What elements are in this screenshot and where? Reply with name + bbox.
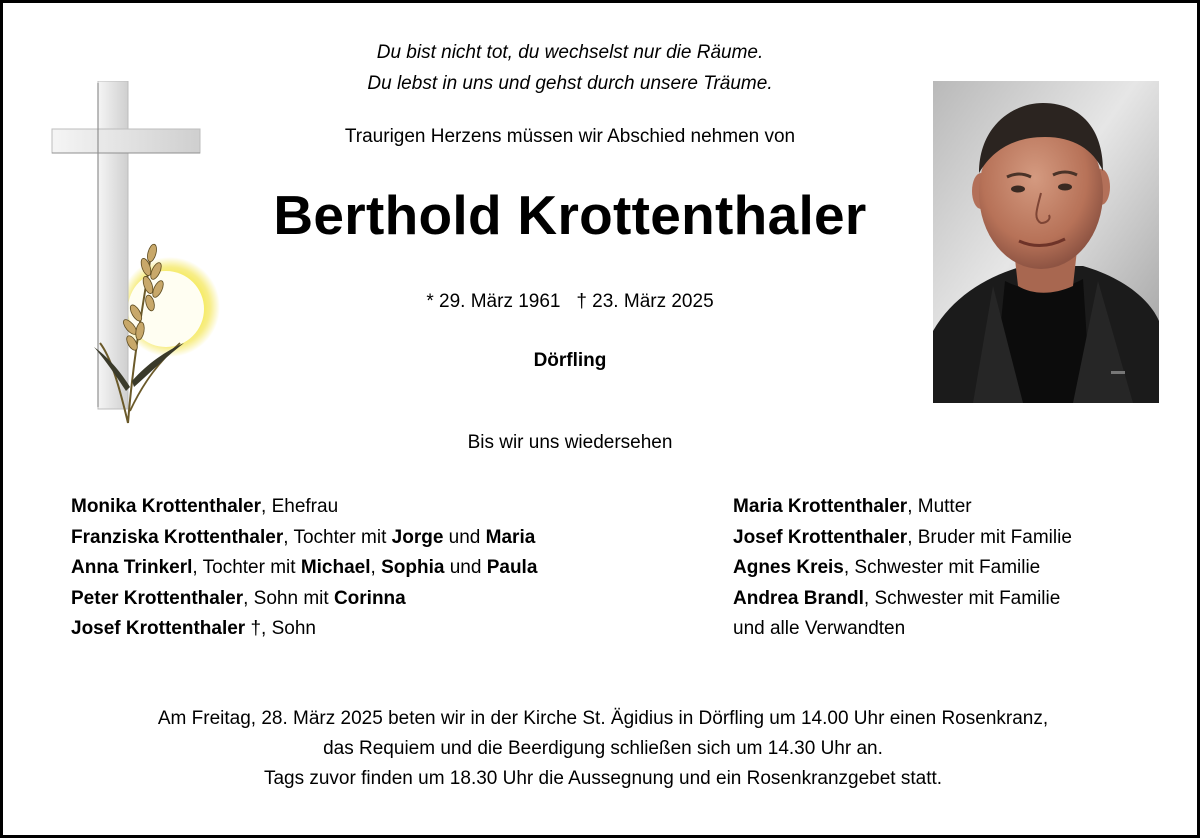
family-member-name: Maria: [485, 526, 536, 548]
relation-text: , Tochter mit: [283, 526, 392, 548]
service-line: Tags zuvor finden um 18.30 Uhr die Aussegnung und ein Rosenkranzgebet statt.: [263, 768, 943, 789]
family-member-name: Andrea Brandl: [733, 587, 864, 609]
relation-text: , Schwester mit Familie: [843, 557, 1041, 578]
service-line: das Requiem und die Beerdigung schließen sich um 14.30 Uhr an.: [323, 738, 883, 759]
memorial-quote: [270, 37, 870, 99]
quote-line: Du bist nicht tot, du wechselst nur die Räume.: [376, 42, 764, 63]
cross-wheat-sun-icon: [48, 81, 238, 431]
family-member-name: Monika Krottenthaler: [71, 496, 262, 517]
family-member-name: Peter Krottenthaler: [71, 587, 244, 609]
relation-text: , Schwester mit Familie: [863, 587, 1061, 609]
family-member-line: [733, 614, 1173, 645]
relation-text: und: [444, 557, 487, 578]
family-member-line: [733, 584, 1173, 615]
family-member-name: Anna Trinkerl: [71, 557, 193, 578]
relation-text: und alle Verwandten: [733, 618, 906, 639]
service-line: Am Freitag, 28. März 2025 beten wir in der Kirche St. Ägidius in Dörfling um 14.00 Uhr einen Rosenkranz,: [157, 708, 1049, 729]
family-member-line: [71, 614, 671, 645]
family-member-name: Maria Krottenthaler: [733, 496, 908, 517]
life-dates: * 29. März 1961 † 23. März 2025: [426, 291, 714, 312]
family-member-line: [71, 492, 671, 523]
service-details: [43, 704, 1163, 794]
family-list-left: [71, 492, 671, 645]
relation-text: , Bruder mit Familie: [907, 526, 1072, 548]
family-list-right: [733, 492, 1173, 645]
quote-line: Du lebst in uns und gehst durch unsere Träume.: [367, 73, 773, 94]
deceased-name: Berthold Krottenthaler: [273, 184, 867, 246]
family-member-line: [71, 553, 671, 584]
family-member-name: Josef Krottenthaler: [733, 526, 908, 548]
portrait-photo-icon: [933, 81, 1159, 403]
family-member-line: [733, 553, 1173, 584]
relation-text: ,: [370, 557, 382, 578]
family-member-line: [71, 584, 671, 615]
family-member-name: Sophia: [381, 557, 445, 578]
family-member-name: Agnes Kreis: [733, 557, 844, 578]
family-member-line: [733, 492, 1173, 523]
intro-text: Traurigen Herzens müssen wir Abschied nehmen von: [344, 126, 796, 147]
relation-text: †, Sohn: [245, 618, 316, 639]
relation-text: , Ehefrau: [261, 496, 339, 517]
section-subtitle: Bis wir uns wiedersehen: [467, 432, 673, 453]
place-name: Dörfling: [533, 350, 607, 371]
family-member-line: [733, 523, 1173, 554]
family-member-name: Josef Krottenthaler: [71, 618, 246, 639]
relation-text: , Tochter mit: [192, 557, 301, 578]
family-member-line: [71, 523, 671, 554]
family-member-name: Michael: [300, 557, 371, 578]
family-member-name: Corinna: [333, 587, 406, 609]
family-member-name: Paula: [486, 557, 538, 578]
relation-text: , Mutter: [907, 496, 972, 517]
relation-text: und: [443, 526, 486, 548]
relation-text: , Sohn mit: [243, 587, 334, 609]
family-member-name: Franziska Krottenthaler: [71, 526, 284, 548]
family-member-name: Jorge: [391, 526, 444, 548]
